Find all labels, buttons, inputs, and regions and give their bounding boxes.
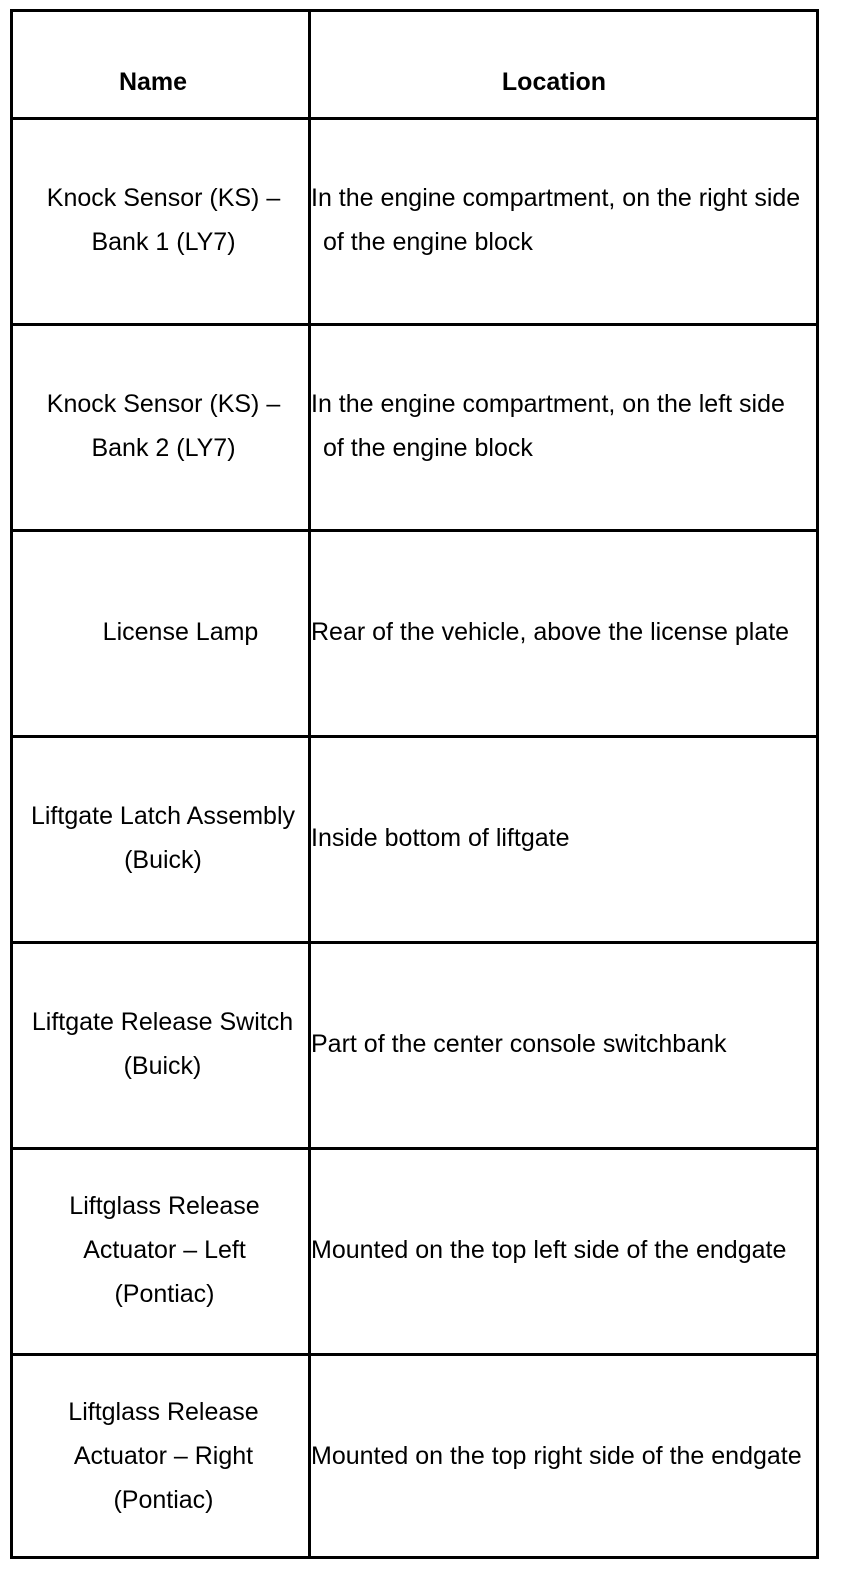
table-row-name [13, 323, 308, 529]
table-row-location [311, 1147, 811, 1353]
table-row-name [10, 941, 315, 1147]
row-name-text: Knock Sensor (KS) – Bank 2 (LY7) [46, 390, 281, 462]
row-name-text: Liftgate Latch Assembly (Buick) [30, 802, 296, 874]
table-row-location [311, 529, 811, 735]
row-location-text: In the engine compartment, on the left side of the engine block [311, 390, 785, 462]
row-name-text: License Lamp [102, 618, 259, 646]
table-row-location [311, 1353, 811, 1559]
table-row-location [311, 323, 811, 529]
column-header-name: Name [118, 68, 188, 96]
row-location-text: Inside bottom of liftgate [311, 824, 570, 852]
row-location-text: Mounted on the top right side of the endgate [311, 1442, 802, 1470]
table-row-name [13, 1353, 308, 1559]
table-row-name [13, 1147, 308, 1353]
row-location-text: Part of the center console switchbank [311, 1030, 727, 1058]
row-name-text: Liftgate Release Switch (Buick) [31, 1008, 294, 1080]
row-location-text: Mounted on the top left side of the endgate [311, 1236, 787, 1264]
row-location-text: Rear of the vehicle, above the license plate [311, 618, 790, 646]
row-location-text: In the engine compartment, on the right side of the engine block [311, 184, 801, 256]
row-name-text: Liftglass Release Actuator – Right (Pontiac) [68, 1398, 259, 1514]
table-row-location [311, 941, 811, 1147]
row-name-text: Knock Sensor (KS) – Bank 1 (LY7) [46, 184, 281, 256]
column-header-location: Location [501, 68, 607, 96]
table-row-location [311, 117, 811, 323]
table-row-name [13, 529, 308, 735]
row-name-text: Liftglass Release Actuator – Left (Pontiac) [69, 1192, 260, 1308]
table-row-location [311, 735, 811, 941]
table-row-name [13, 117, 308, 323]
table-row-name [8, 735, 318, 941]
